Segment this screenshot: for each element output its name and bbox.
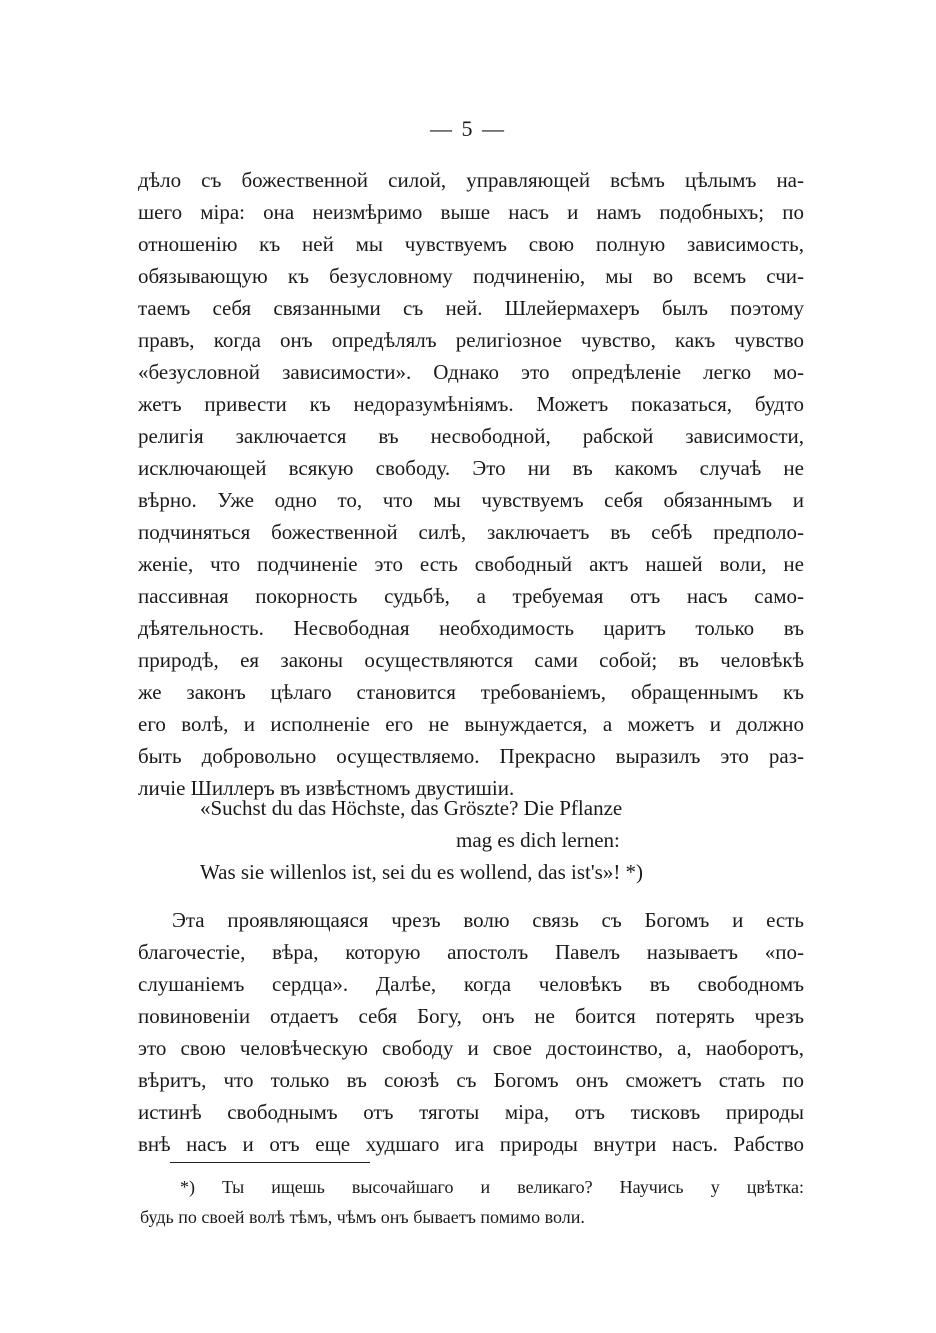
- paragraph-1: [138, 164, 804, 804]
- text-line: пассивная покорность судьбѣ, а требуемая отъ насъ само-: [138, 584, 804, 608]
- text-line: отношенію къ ней мы чувствуемъ свою полную зависимость,: [138, 232, 804, 256]
- text-line: внѣ насъ и отъ еще худшаго ига природы внутри насъ. Рабство: [138, 1132, 804, 1156]
- text-line: его волѣ, и исполненіе его не вынуждается, а можетъ и должно: [138, 712, 804, 736]
- text-line: «безусловной зависимости». Однако это опредѣленіе легко мо-: [138, 360, 804, 384]
- text-line: подчиняться божественной силѣ, заключаетъ въ себѣ предполо-: [138, 520, 804, 544]
- paragraph-2: [138, 904, 804, 1160]
- footnote-line: будь по своей волѣ тѣмъ, чѣмъ онъ бываетъ помимо воли.: [140, 1207, 585, 1227]
- text-line: Эта проявляющаяся чрезъ волю связь съ Богомъ и есть: [172, 908, 804, 932]
- text-line: дѣло съ божественной силой, управляющей всѣмъ цѣлымъ на-: [138, 168, 804, 192]
- footnote-line: *) Ты ищешь высочайшаго и великаго? Научись у цвѣтка:: [180, 1177, 804, 1197]
- footnote-divider: [170, 1162, 370, 1163]
- text-line: таемъ себя связанными съ ней. Шлейермахеръ былъ поэтому: [138, 296, 804, 320]
- poem-line: Was sie willenlos ist, sei du es wollend, das ist's»! *): [200, 860, 644, 884]
- poem-line: «Suchst du das Höchste, das Gröszte? Die Pflanze: [200, 796, 623, 820]
- footnote: [140, 1172, 804, 1232]
- text-line: обязывающую къ безусловному подчиненію, мы во всемъ счи-: [138, 264, 804, 288]
- text-line: женіе, что подчиненіе это есть свободный актъ нашей воли, не: [138, 552, 804, 576]
- poem-quote: [200, 792, 760, 888]
- text-line: быть добровольно осуществляемо. Прекрасно выразилъ это раз-: [138, 744, 804, 768]
- text-line: благочестіе, вѣра, которую апостолъ Павелъ называетъ «по-: [138, 940, 804, 964]
- text-line: правъ, когда онъ опредѣлялъ религіозное чувство, какъ чувство: [138, 328, 804, 352]
- text-line: религія заключается въ несвободной, рабской зависимости,: [138, 424, 804, 448]
- text-line: истинѣ свободнымъ отъ тяготы міра, отъ тисковъ природы: [138, 1100, 804, 1124]
- text-line: вѣрно. Уже одно то, что мы чувствуемъ себя обязаннымъ и: [138, 488, 804, 512]
- text-line: дѣятельность. Несвободная необходимость царитъ только въ: [138, 616, 804, 640]
- text-line: исключающей всякую свободу. Это ни въ какомъ случаѣ не: [138, 456, 804, 480]
- text-line: повиновеніи отдаетъ себя Богу, онъ не боится потерять чрезъ: [138, 1004, 804, 1028]
- text-line: же законъ цѣлаго становится требованіемъ, обращеннымъ къ: [138, 680, 804, 704]
- text-line: слушаніемъ сердца». Далѣе, когда человѣкъ въ свободномъ: [138, 972, 804, 996]
- page-number: — 5 —: [430, 116, 506, 141]
- text-line: шего міра: она неизмѣримо выше насъ и намъ подобныхъ; по: [138, 200, 804, 224]
- text-line: личіе Шиллеръ въ извѣстномъ двустишіи.: [138, 776, 515, 800]
- text-line: жетъ привести къ недоразумѣніямъ. Можетъ показаться, будто: [138, 392, 804, 416]
- poem-line: mag es dich lernen:: [456, 828, 620, 852]
- text-line: вѣритъ, что только въ союзѣ съ Богомъ онъ сможетъ стать по: [138, 1068, 804, 1092]
- text-line: это свою человѣческую свободу и свое достоинство, а, наоборотъ,: [138, 1036, 804, 1060]
- text-line: природѣ, ея законы осуществляются сами собой; въ человѣкѣ: [138, 648, 804, 672]
